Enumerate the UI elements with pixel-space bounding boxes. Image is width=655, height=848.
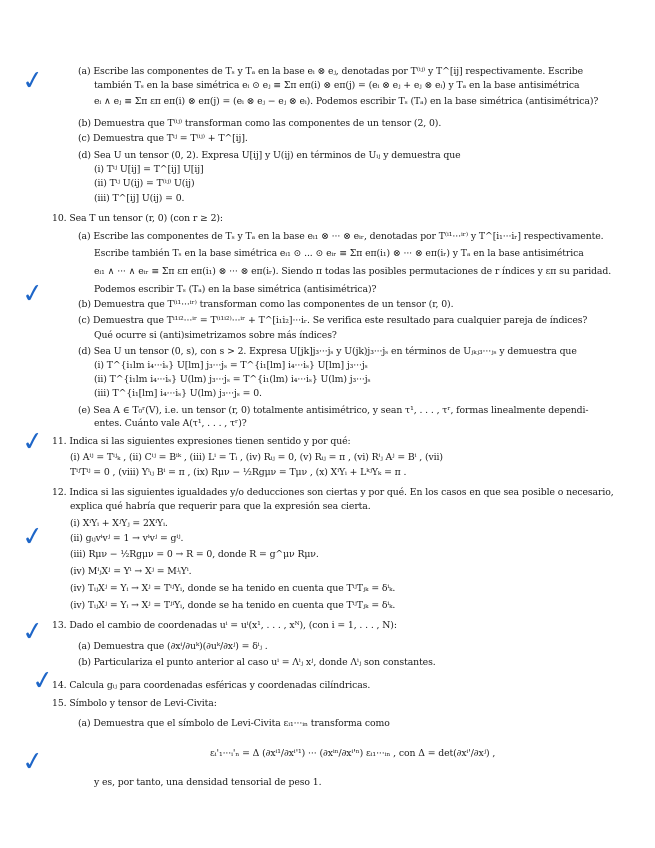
exercise-11-expressions-1: (i) Aⁱʲ = Tⁱʲₖ , (ii) Cⁱʲ = Bⁱᵏ , (iii) Lⁱ = Tᵢ , (iv) Rᵢⱼ = 0, (v) Rᵢⱼ = π , (vi) Rⁱⱼ Aʲ = Bⁱ , (vii) bbox=[70, 452, 443, 463]
item-9d-i: (i) Tⁱʲ U[ij] = T^[ij] U[ij] bbox=[94, 164, 204, 175]
exercise-15-heading: 15. Símbolo y tensor de Levi-Civita: bbox=[52, 698, 217, 709]
exercise-10-heading: 10. Sea T un tensor (r, 0) (con r ≥ 2): bbox=[52, 213, 223, 224]
exercise-14-heading: 14. Calcula gᵢⱼ para coordenadas esféricas y coordenadas cilíndricas. bbox=[52, 680, 371, 691]
item-10b: (b) Demuestra que T⁽ⁱ¹···ⁱʳ⁾ transforman como las componentes de un tensor (r, 0). bbox=[78, 299, 454, 310]
exercise-12-heading-1: 12. Indica si las siguientes igualdades y/o deducciones son ciertas y por qué. En los casos en que sea posible o necesario, bbox=[52, 487, 614, 498]
exercise-12-heading-2: explica qué habría que requerir para que la expresión sea cierta. bbox=[70, 501, 371, 512]
check-mark-icon: ✓ bbox=[20, 520, 46, 554]
item-10a-line-4: Podemos escribir Tₛ (Tₐ) en la base simétrica (antisimétrica)? bbox=[94, 284, 377, 295]
exercise-11-heading: 11. Indica si las siguientes expresiones tienen sentido y por qué: bbox=[52, 436, 351, 447]
item-10a-line-1: (a) Escribe las componentes de Tₛ y Tₐ en la base eᵢ₁ ⊗ ··· ⊗ eᵢᵣ, denotadas por T⁽ⁱ¹···ⁱʳ⁾ y T^[i₁···iᵣ] respectivamente. bbox=[78, 231, 604, 242]
item-10a-line-3: eᵢ₁ ∧ ··· ∧ eᵢᵣ ≡ Σπ επ eπ(i₁) ⊗ ··· ⊗ eπ(iᵣ). Siendo π todas las posibles permutaciones de r índices y επ su paridad. bbox=[94, 266, 612, 277]
item-12-iv-c: (iv) TᵢⱼXʲ = Yᵢ → Xʲ = TʲⁱYᵢ, donde se ha tenido en cuenta que TⁱʲTⱼₖ = δⁱₖ. bbox=[70, 600, 396, 611]
item-10d-i: (i) T^{i₁lm i₄···iₛ} U[lm] j₃···jₛ = T^{i₁[lm] i₄···iₛ} U[lm] j₃···jₛ bbox=[94, 360, 368, 371]
item-9a-line-1: (a) Escribe las componentes de Tₛ y Tₐ en la base eᵢ ⊗ eⱼ, denotadas por T⁽ⁱʲ⁾ y T^[ij] respectivamente. Escribe bbox=[78, 66, 583, 77]
item-10c-line-2: Qué ocurre si (anti)simetrizamos sobre más índices? bbox=[94, 330, 337, 341]
item-10d-ii: (ii) T^{i₁lm i₄···iₛ} U(lm) j₃···jₛ = T^{i₁(lm) i₄···iₛ} U(lm) j₃···jₛ bbox=[94, 374, 371, 385]
item-10d-iii: (iii) T^{i₁[lm] i₄···iₛ} U(lm) j₃···jₛ = 0. bbox=[94, 388, 262, 399]
item-15a-conclusion: y es, por tanto, una densidad tensorial de peso 1. bbox=[94, 777, 322, 788]
item-15a: (a) Demuestra que el símbolo de Levi-Civita εᵢ₁···ᵢₙ transforma como bbox=[78, 718, 390, 729]
check-mark-icon: ✓ bbox=[20, 277, 46, 311]
item-10d: (d) Sea U un tensor (0, s), con s > 2. Expresa U[jk]j₃···jₛ y U(jk)j₃···jₛ en términos de Uⱼₖⱼ₃···ⱼₛ y demuestra que bbox=[78, 346, 577, 357]
item-12-iv-b: (iv) TᵢⱼXʲ = Yᵢ → Xʲ = TⁱʲYᵢ, donde se ha tenido en cuenta que TⁱʲTⱼₖ = δⁱₖ. bbox=[70, 583, 396, 594]
item-12-iii: (iii) Rμν − ½Rgμν = 0 → R = 0, donde R = g^μν Rμν. bbox=[70, 549, 319, 560]
check-mark-icon: ✓ bbox=[20, 64, 46, 98]
exercise-11-expressions-2: TⁱʲTⁱʲ = 0 , (viii) Yⁱᵢⱼ Bⁱ = π , (ix) Rμν − ½Rgμν = Tμν , (x) XⁱYᵢ + LᵏʲYₖ = π . bbox=[70, 467, 407, 478]
exercise-13-heading: 13. Dado el cambio de coordenadas uⁱ = uⁱ(x¹, . . . , xᴺ), (con i = 1, . . . , N): bbox=[52, 620, 397, 631]
item-10a-line-2: Escribe también Tₛ en la base simétrica eᵢ₁ ⊙ ... ⊙ eᵢᵣ ≡ Σπ eπ(i₁) ⊗ ··· ⊗ eπ(iᵣ) y Tₐ en la base antisimétrica bbox=[94, 248, 584, 259]
item-9d-ii: (ii) Tⁱʲ U(ij) = T⁽ⁱʲ⁾ U(ij) bbox=[94, 178, 195, 189]
item-9a-line-2: también Tₛ en la base simétrica eᵢ ⊙ eⱼ ≡ Σπ eπ(i) ⊗ eπ(j) = (eᵢ ⊗ eⱼ + eⱼ ⊗ eᵢ) y Tₐ en la base antisimétrica bbox=[94, 80, 580, 91]
item-12-i: (i) XⁱYᵢ + XʲYⱼ = 2XⁱYᵢ. bbox=[70, 518, 168, 529]
check-mark-icon: ✓ bbox=[20, 745, 46, 779]
item-9b: (b) Demuestra que T⁽ⁱʲ⁾ transforman como las componentes de un tensor (2, 0). bbox=[78, 118, 442, 129]
item-12-ii: (ii) gᵢⱼvⁱvʲ = 1 → vⁱvʲ = gⁱʲ. bbox=[70, 533, 184, 544]
check-mark-icon: ✓ bbox=[20, 615, 46, 649]
item-13b: (b) Particulariza el punto anterior al caso uⁱ = Λⁱⱼ xʲ, donde Λⁱⱼ son constantes. bbox=[78, 657, 436, 668]
item-9a-line-3: eᵢ ∧ eⱼ ≡ Σπ επ eπ(i) ⊗ eπ(j) = (eᵢ ⊗ eⱼ − eⱼ ⊗ eᵢ). Podemos escribir Tₛ (Tₐ) en la base simétrica (antisimétrica)? bbox=[94, 96, 599, 107]
levi-civita-equation: εᵢ'₁···ᵢ'ₙ = Δ (∂xⁱ¹/∂xⁱ'¹) ··· (∂xⁱⁿ/∂xⁱ'ⁿ) εᵢ₁···ᵢₙ , con Δ = det(∂xⁱ'/∂xʲ) , bbox=[210, 748, 496, 759]
item-10e-line-1: (e) Sea A ∈ T₀ʳ(V), i.e. un tensor (r, 0) totalmente antisimétrico, y sean τ¹, . . . , τʳ, formas linealmente dependi- bbox=[78, 405, 589, 416]
item-9d: (d) Sea U un tensor (0, 2). Expresa U[ij] y U(ij) en términos de Uᵢⱼ y demuestra que bbox=[78, 150, 461, 161]
check-mark-icon: ✓ bbox=[30, 664, 56, 698]
item-9c: (c) Demuestra que Tⁱʲ = T⁽ⁱʲ⁾ + T^[ij]. bbox=[78, 133, 248, 144]
item-9d-iii: (iii) T^[ij] U(ij) = 0. bbox=[94, 193, 185, 204]
item-10e-line-2: entes. Cuánto vale A(τ¹, . . . , τʳ)? bbox=[94, 418, 247, 429]
item-12-iv-a: (iv) MⁱⱼXʲ = Yⁱ → Xʲ = MʲᵢYⁱ. bbox=[70, 566, 192, 577]
item-10c-line-1: (c) Demuestra que Tⁱ¹ⁱ²···ⁱʳ = T⁽ⁱ¹ⁱ²⁾···ⁱʳ + T^[i₁i₂]···iᵣ. Se verifica este resultado para cualquier pareja de índices? bbox=[78, 315, 588, 326]
item-13a: (a) Demuestra que (∂xⁱ/∂uᵏ)(∂uᵏ/∂xʲ) = δⁱⱼ . bbox=[78, 641, 268, 652]
check-mark-icon: ✓ bbox=[20, 425, 46, 459]
